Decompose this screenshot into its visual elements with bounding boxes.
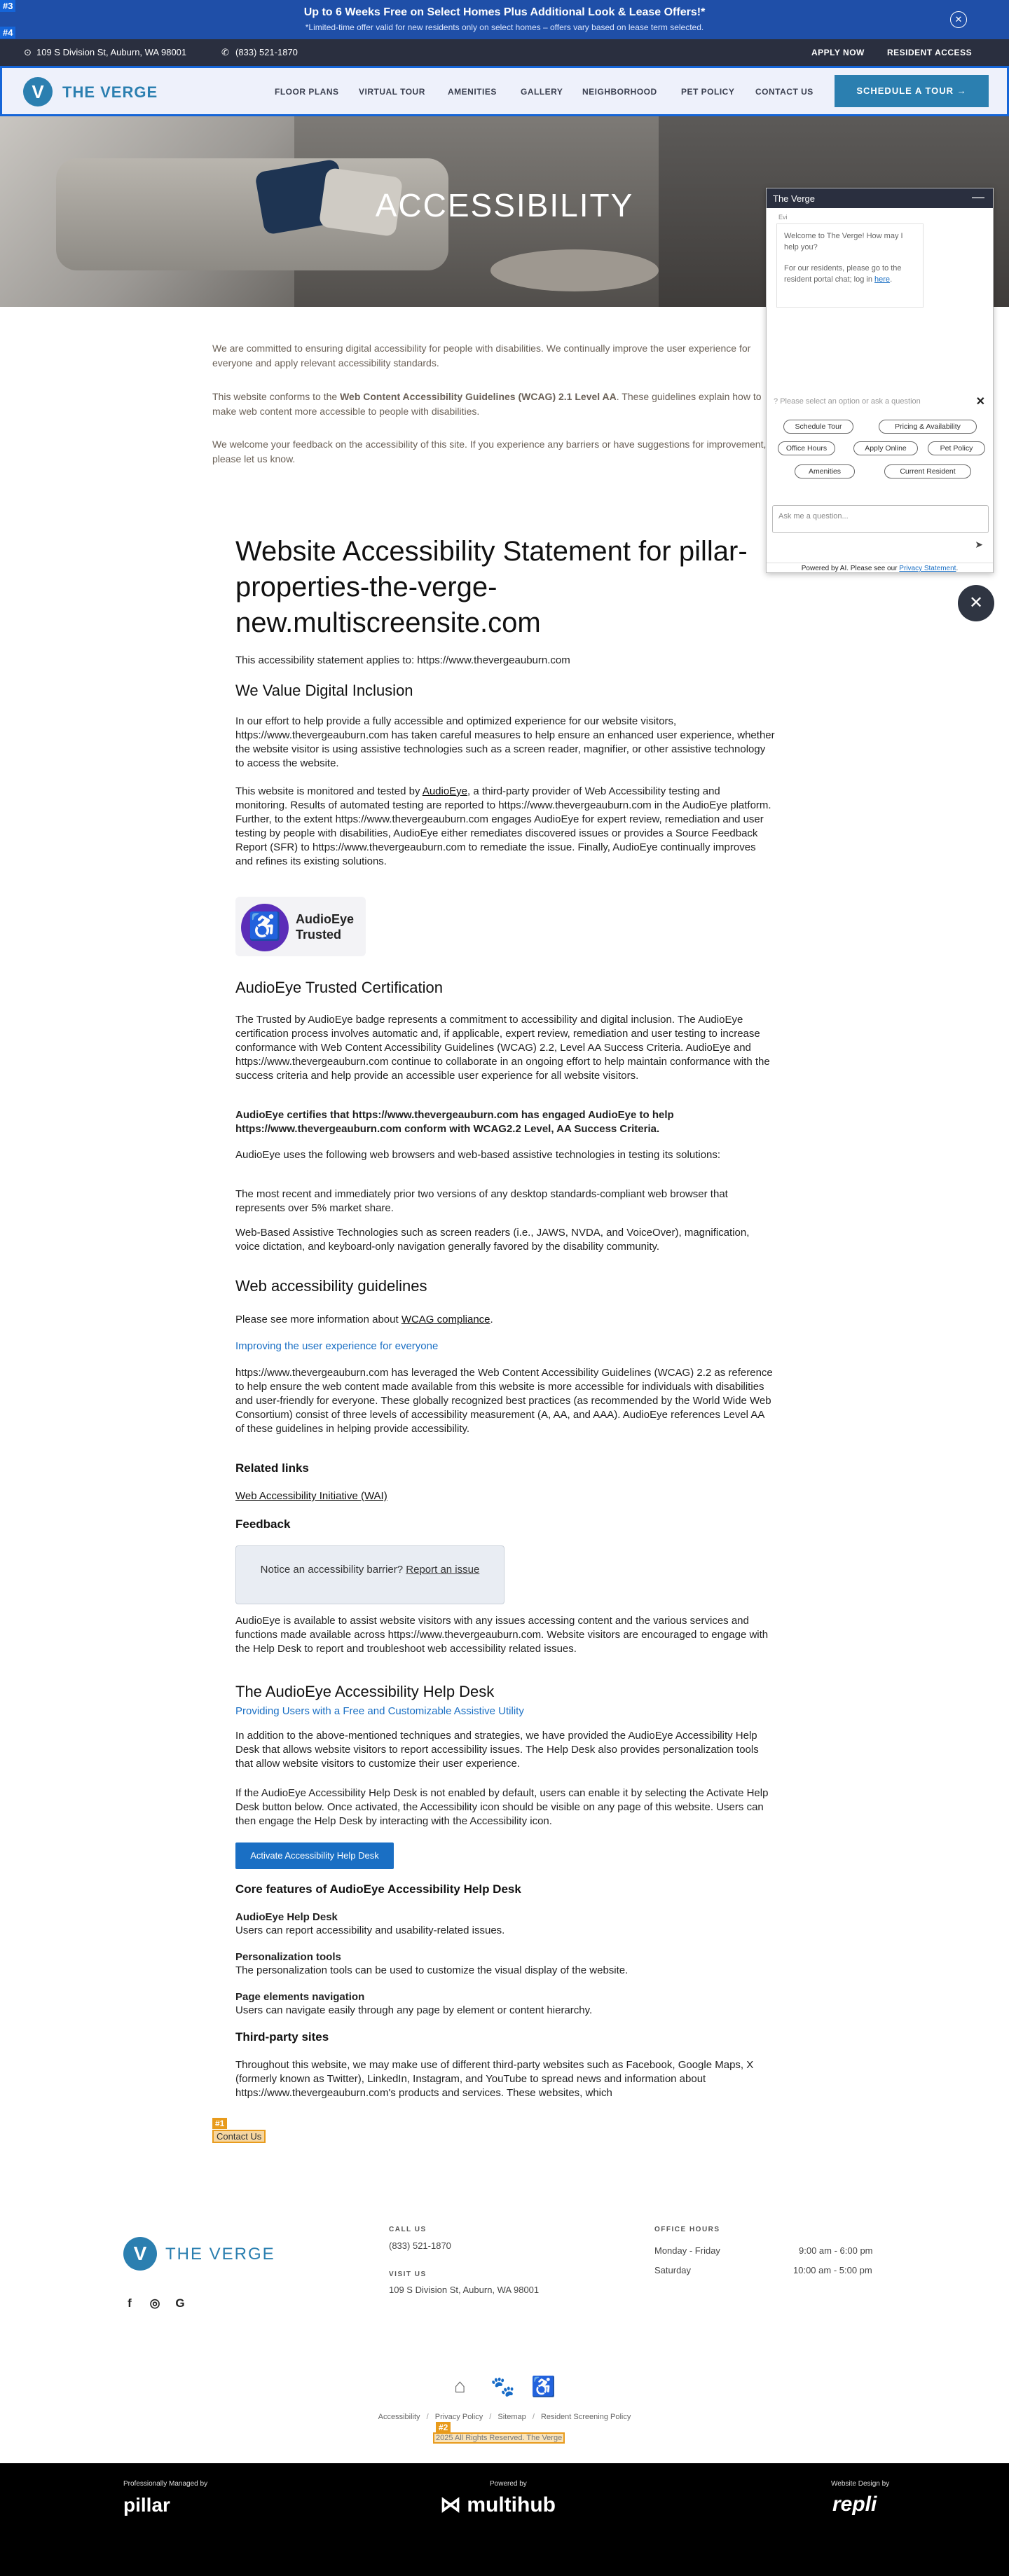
chat-option-pet-policy[interactable]: Pet Policy xyxy=(928,441,985,455)
chat-option-apply-online[interactable]: Apply Online xyxy=(853,441,918,455)
heading-value-inclusion: We Value Digital Inclusion xyxy=(235,682,413,699)
google-icon[interactable]: G xyxy=(175,2296,185,2310)
logo-text[interactable]: THE VERGE xyxy=(62,83,158,101)
apply-now-link[interactable]: APPLY NOW xyxy=(811,48,865,57)
footer-link-privacy-policy[interactable]: Privacy Policy xyxy=(434,2413,483,2421)
nav-link-contact-us[interactable]: CONTACT US xyxy=(755,87,814,97)
helpdesk-intro: AudioEye is available to assist website visitors with any issues accessing content and the various services and functions made available across https://www.thevergeauburn.com. Website visitors are encouraged to engage with the Help Desk to report and troubleshoot web accessibility related issues. xyxy=(235,1615,769,1655)
overlay-marker-4: #4 xyxy=(0,27,15,39)
heading-core-features: Core features of AudioEye Accessibility Help Desk xyxy=(235,1882,521,1896)
nav-link-neighborhood[interactable]: NEIGHBORHOOD xyxy=(582,87,657,97)
chat-close-icon[interactable]: ✕ xyxy=(958,585,994,621)
feature-desc: The personalization tools can be used to customize the visual display of the website. xyxy=(235,1964,629,1976)
location-pin-icon: ⊙ xyxy=(24,47,32,57)
chat-message: Welcome to The Verge! How may I help you? For our residents, please go to the resident portal chat; log in here. xyxy=(776,223,924,308)
feedback-box: Notice an accessibility barrier? Report an issue xyxy=(235,1545,504,1604)
overlay-marker-3: #3 xyxy=(0,0,15,12)
chat-sender: Evi xyxy=(778,214,788,221)
nav-link-virtual-tour[interactable]: VIRTUAL TOUR xyxy=(359,87,425,97)
help-desk-subheading: Providing Users with a Free and Customizable Assistive Utility xyxy=(235,1705,524,1717)
nav-link-pet-policy[interactable]: PET POLICY xyxy=(681,87,735,97)
hours-day: Monday - Friday xyxy=(654,2245,720,2256)
feature-title: Personalization tools xyxy=(235,1951,341,1963)
hero-photo-table xyxy=(490,249,659,291)
chat-option-current-resident[interactable]: Current Resident xyxy=(884,464,971,478)
chat-header xyxy=(767,188,993,208)
badge-label: Trusted xyxy=(296,928,342,942)
feature-desc: Users can report accessibility and usability-related issues. xyxy=(235,1924,505,1936)
hours-day: Saturday xyxy=(654,2265,692,2275)
utility-address[interactable]: 109 S Division St, Auburn, WA 98001 xyxy=(36,47,187,57)
equal-housing-icon: ⌂ xyxy=(454,2375,466,2397)
resident-access-link[interactable]: RESIDENT ACCESS xyxy=(887,48,973,57)
audioeye-trusted-badge[interactable] xyxy=(235,897,366,956)
help-desk-paragraph: If the AudioEye Accessibility Help Desk is not enabled by default, users can enable it by selecting the Activate Help Desk button below. Once activated, the Accessibility icon should be visible on any page of this website. Users can then engage the Help Desk by interacting with the Accessibility icon. xyxy=(235,1787,769,1827)
repli-logo[interactable]: repli xyxy=(832,2493,877,2516)
nav-link-amenities[interactable]: AMENITIES xyxy=(448,87,497,97)
overlay-marker-2: #2 xyxy=(436,2422,451,2433)
footer-link-screening-policy[interactable]: Resident Screening Policy xyxy=(540,2413,631,2421)
contact-us-link[interactable]: Contact Us xyxy=(212,2130,266,2143)
wai-link[interactable]: Web Accessibility Initiative (WAI) xyxy=(235,1490,387,1502)
powered-by-label: Powered by xyxy=(490,2480,527,2488)
overlay-marker-1: #1 xyxy=(212,2118,227,2129)
main-navigation xyxy=(0,66,1009,116)
pillar-logo[interactable]: pillar xyxy=(123,2494,170,2516)
chat-option-amenities[interactable]: Amenities xyxy=(795,464,855,478)
footer-logo-text[interactable]: THE VERGE xyxy=(165,2245,275,2264)
certification-paragraph: The Trusted by AudioEye badge represents a commitment to accessibility and digital inclusion. The AudioEye certification process involves automatic and, if applicable, expert review, remediation and user testing to increase conformance with Web Content Accessibility Guidelines (WCAG) 2.2, Level AA Success Criteria. AudioEye and https://www.thevergeauburn.com continue to collaborate in an ongoing effort to help maintain conformance with the success criteria and help provide an accessible user experience for all website visitors. xyxy=(235,1014,770,1082)
link-separator: / xyxy=(532,2413,535,2421)
send-icon[interactable]: ➤ xyxy=(975,539,983,550)
link-separator: / xyxy=(426,2413,429,2421)
promo-close-icon[interactable]: ✕ xyxy=(950,11,967,28)
chat-option-pricing[interactable]: Pricing & Availability xyxy=(879,420,977,434)
footer-logo-mark[interactable]: V xyxy=(123,2237,157,2271)
guidelines-paragraph: Please see more information about WCAG compliance. xyxy=(235,1314,493,1325)
privacy-statement-link[interactable]: Privacy Statement xyxy=(899,565,956,572)
resident-portal-link[interactable]: here xyxy=(874,275,891,284)
chat-option-schedule-tour[interactable]: Schedule Tour xyxy=(783,420,853,434)
heading-third-party: Third-party sites xyxy=(235,2030,329,2044)
browsers-paragraph: The most recent and immediately prior two versions of any desktop standards-compliant web browser that represents over 5% market share. xyxy=(235,1188,728,1214)
managed-by-label: Professionally Managed by xyxy=(123,2480,208,2488)
utility-bar xyxy=(0,39,1009,66)
heading-help-desk: The AudioEye Accessibility Help Desk xyxy=(235,1683,495,1700)
accessibility-icon: ♿ xyxy=(531,2376,556,2397)
footer-phone[interactable]: (833) 521-1870 xyxy=(389,2240,451,2251)
chat-widget xyxy=(766,188,994,573)
promo-title: Up to 6 Weeks Free on Select Homes Plus Additional Look & Lease Offers!* xyxy=(303,6,706,18)
intro-paragraph: We welcome your feedback on the accessibility of this site. If you experience any barriers or have suggestions for improvement, please let us know. xyxy=(212,439,767,464)
office-hours-label: OFFICE HOURS xyxy=(654,2226,720,2233)
value-paragraph: In our effort to help provide a fully accessible and optimized experience for our website visitors, https://www.thevergeauburn.com has taken careful measures to help ensure an enhanced user experience, whether the website visitor is using assistive technologies such as a screen reader, magnifier, or other assistive technology to access the website. xyxy=(235,715,775,769)
footer-link-accessibility[interactable]: Accessibility xyxy=(378,2413,420,2421)
call-us-label: CALL US xyxy=(389,2226,427,2233)
report-issue-link[interactable]: Report an issue xyxy=(406,1564,480,1576)
logo-mark[interactable]: V xyxy=(23,77,53,106)
facebook-icon[interactable]: f xyxy=(128,2296,132,2310)
chat-hint: ? Please select an option or ask a question xyxy=(774,397,921,406)
feature-title: Page elements navigation xyxy=(235,1991,365,2003)
nav-link-gallery[interactable]: GALLERY xyxy=(521,87,563,97)
multihub-mark-icon: ⋈ xyxy=(440,2493,467,2516)
heading-related-links: Related links xyxy=(235,1461,309,1475)
phone-icon: ✆ xyxy=(221,47,229,57)
link-separator: / xyxy=(489,2413,492,2421)
footer-link-sitemap[interactable]: Sitemap xyxy=(497,2413,526,2421)
activate-help-desk-button[interactable]: Activate Accessibility Help Desk xyxy=(235,1843,394,1869)
copyright: 2025 All Rights Reserved. The Verge xyxy=(433,2432,565,2444)
browsers-paragraph: Web-Based Assistive Technologies such as screen readers (i.e., JAWS, NVDA, and VoiceOver), magnification, voice dictation, and keyboard-only navigation generally favored by the disability community. xyxy=(235,1227,750,1253)
heading-feedback: Feedback xyxy=(235,1517,291,1531)
chat-input[interactable]: Ask me a question... xyxy=(772,505,989,533)
intro-paragraph: This website conforms to the Web Content Accessibility Guidelines (WCAG) 2.1 Level AA. These guidelines explain how to make web content more accessible to people with disabilities. xyxy=(212,391,762,417)
heading-trusted-certification: AudioEye Trusted Certification xyxy=(235,979,443,996)
hours-time: 10:00 am - 5:00 pm xyxy=(793,2265,872,2275)
nav-link-floor-plans[interactable]: FLOOR PLANS xyxy=(275,87,339,97)
third-party-paragraph: Throughout this website, we may make use of different third-party websites such as Facebook, Google Maps, X (formerly known as Twitter), LinkedIn, Instagram, and YouTube to spread news and information about https://www.thevergeauburn.com's products and services. These websites, which xyxy=(235,2059,754,2099)
close-hint-icon[interactable]: ✕ xyxy=(975,396,985,408)
chat-powered-by: Powered by AI. Please see our Privacy Statement. xyxy=(767,563,993,574)
pet-friendly-icon: 🐾 xyxy=(490,2376,515,2397)
minimize-icon[interactable]: — xyxy=(972,190,984,204)
partner-bar xyxy=(0,2463,1009,2576)
wcag-compliance-link[interactable]: WCAG compliance xyxy=(401,1314,490,1325)
visit-us-label: VISIT US xyxy=(389,2271,427,2278)
feature-title: AudioEye Help Desk xyxy=(235,1911,338,1923)
footer-links xyxy=(0,2413,1009,2421)
page-title: ACCESSIBILITY xyxy=(375,187,634,223)
help-desk-paragraph: In addition to the above-mentioned techniques and strategies, we have provided the AudioEye Accessibility Help Desk that allows website visitors to report accessibility issues. The Help Desk also provides personalization tools that allow website visitors to customize their user experience. xyxy=(235,1730,759,1770)
browsers-paragraph: AudioEye uses the following web browsers and web-based assistive technologies in testing its solutions: xyxy=(235,1149,721,1161)
heading-guidelines: Web accessibility guidelines xyxy=(235,1277,427,1295)
hours-time: 9:00 am - 6:00 pm xyxy=(799,2245,873,2256)
utility-phone[interactable]: (833) 521-1870 xyxy=(235,47,298,57)
promo-subtitle: *Limited-time offer valid for new residents only on select homes – offers vary based on lease term selected. xyxy=(305,22,704,32)
feature-desc: Users can navigate easily through any page by element or content hierarchy. xyxy=(235,2004,593,2016)
design-by-label: Website Design by xyxy=(831,2480,890,2488)
instagram-icon[interactable]: ◎ xyxy=(149,2296,160,2310)
accessibility-person-icon: ♿ xyxy=(241,904,289,951)
chat-option-office-hours[interactable]: Office Hours xyxy=(778,441,835,455)
promo-banner xyxy=(0,0,1009,39)
multihub-logo[interactable]: ⋈ multihub xyxy=(440,2493,556,2516)
related-link-container xyxy=(235,1489,775,1503)
statement-title: Website Accessibility Statement for pillar-properties-the-verge-new.multiscreensite.com xyxy=(235,536,748,638)
help-icon: ? xyxy=(774,397,778,406)
monitored-paragraph: This website is monitored and tested by AudioEye, a third-party provider of Web Accessibility testing and monitoring. Results of automated testing are reported to https://www.thevergeauburn.com in the AudioEye platform. Further, to the extent https://www.thevergeauburn.com engages AudioEye for expert review, remediation and user testing by people with disabilities, AudioEye either remediates discovered issues or provides a Source Feedback Report (SFR) to https://www.thevergeauburn.com to remediate the issue. Finally, AudioEye continually improves and refines its existing solutions. xyxy=(235,785,771,867)
improving-subheading: Improving the user experience for everyone xyxy=(235,1340,439,1352)
intro-paragraph: We are committed to ensuring digital accessibility for people with disabilities. We continually improve the user experience for everyone and apply relevant accessibility standards. xyxy=(212,343,751,369)
certification-bold: AudioEye certifies that https://www.thevergeauburn.com has engaged AudioEye to help https://www.thevergeauburn.com conform with WCAG2.2 Level, AA Success Criteria. xyxy=(235,1109,674,1135)
chat-title: The Verge xyxy=(773,193,815,204)
audioeye-link[interactable]: AudioEye xyxy=(422,785,468,797)
statement-applies: This accessibility statement applies to: https://www.thevergeauburn.com xyxy=(235,654,570,666)
improving-paragraph: https://www.thevergeauburn.com has leveraged the Web Content Accessibility Guidelines (WCAG) 2.2 as reference to help ensure the web content made available from this website is more accessible for individuals with disabilities and user-friendly for everyone. These globally recognized best practices (as recommended by the World Wide Web Consortium) consist of three levels of accessibility measurement (A, AA, and AAA). AudioEye references Level AA of these guidelines in helping provide accessibility. xyxy=(235,1367,773,1435)
badge-label: AudioEye xyxy=(296,912,355,926)
schedule-tour-button[interactable]: SCHEDULE A TOUR → xyxy=(835,75,989,107)
footer-address[interactable]: 109 S Division St, Auburn, WA 98001 xyxy=(389,2285,540,2295)
